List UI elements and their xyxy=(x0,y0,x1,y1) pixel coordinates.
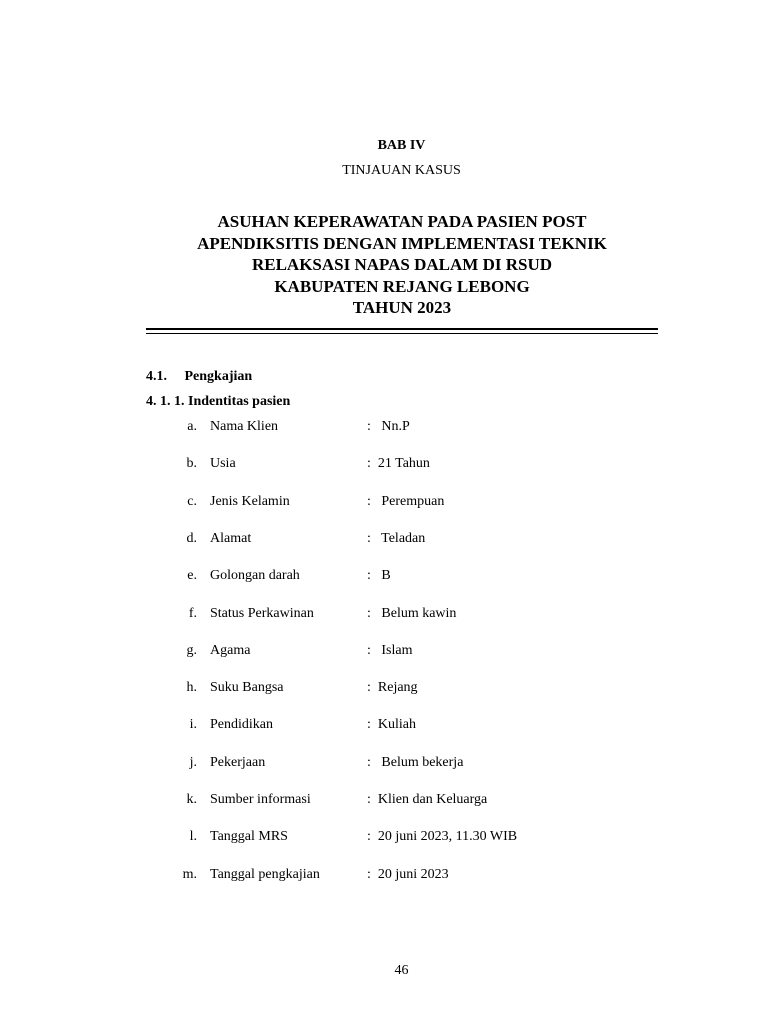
title-line: APENDIKSITIS DENGAN IMPLEMENTASI TEKNIK xyxy=(197,233,607,253)
identity-row xyxy=(0,643,768,663)
section-heading-pengkajian xyxy=(146,369,252,385)
document-title xyxy=(146,211,658,319)
identity-letter: f. xyxy=(188,606,197,621)
identity-row xyxy=(0,531,768,551)
identity-letter: a. xyxy=(187,419,197,434)
chapter-subheading: TINJAUAN KASUS xyxy=(342,163,461,178)
identity-label: Jenis Kelamin xyxy=(210,494,290,509)
identity-letter: h. xyxy=(186,680,197,695)
identity-letter: i. xyxy=(189,717,197,732)
identity-letter: m. xyxy=(182,867,197,882)
identity-label: Pekerjaan xyxy=(210,755,266,770)
identity-letter: d. xyxy=(186,531,197,546)
title-divider-thin xyxy=(146,333,658,334)
section-number: 4.1. xyxy=(146,369,167,384)
chapter-heading: BAB IV xyxy=(377,138,426,153)
identity-letter: g. xyxy=(186,643,197,658)
identity-label: Alamat xyxy=(210,531,252,546)
identity-row xyxy=(0,867,768,887)
identity-value: : Rejang xyxy=(367,680,418,695)
identity-label: Agama xyxy=(210,643,251,658)
identity-value: : Belum bekerja xyxy=(367,755,464,770)
identity-letter: e. xyxy=(187,568,197,583)
identity-value: : 20 juni 2023 xyxy=(367,867,449,882)
identity-value: : 20 juni 2023, 11.30 WIB xyxy=(367,829,518,844)
identity-letter: c. xyxy=(187,494,197,509)
identity-value: : Teladan xyxy=(367,531,426,546)
identity-row xyxy=(0,792,768,812)
identity-label: Pendidikan xyxy=(210,717,273,732)
identity-letter: k. xyxy=(186,792,197,807)
identity-letter: j. xyxy=(189,755,197,770)
identity-row xyxy=(0,494,768,514)
identity-row xyxy=(0,568,768,588)
identity-value: : Klien dan Keluarga xyxy=(367,792,488,807)
identity-row xyxy=(0,680,768,700)
identity-label: Nama Klien xyxy=(210,419,279,434)
identity-label: Suku Bangsa xyxy=(210,680,284,695)
subsection-heading-identitas: 4. 1. 1. Indentitas pasien xyxy=(146,394,291,409)
identity-label: Usia xyxy=(210,456,236,471)
identity-value: : Islam xyxy=(367,643,413,658)
identity-row xyxy=(0,755,768,775)
identity-label: Status Perkawinan xyxy=(210,606,314,621)
title-line: ASUHAN KEPERAWATAN PADA PASIEN POST xyxy=(217,212,587,231)
identity-value: : Belum kawin xyxy=(367,606,457,621)
identity-row xyxy=(0,829,768,849)
identity-row xyxy=(0,456,768,476)
identity-row xyxy=(0,419,768,439)
title-line: TAHUN 2023 xyxy=(352,298,452,317)
page-number: 46 xyxy=(394,963,409,978)
identity-letter: b. xyxy=(186,456,197,471)
title-divider-thick xyxy=(146,328,658,330)
identity-value: : Kuliah xyxy=(367,717,416,732)
identity-label: Sumber informasi xyxy=(210,792,311,807)
title-line: KABUPATEN REJANG LEBONG xyxy=(274,276,530,296)
identity-label: Tanggal pengkajian xyxy=(210,867,320,882)
identity-value: : 21 Tahun xyxy=(367,456,430,471)
identity-label: Tanggal MRS xyxy=(210,829,288,844)
identity-row xyxy=(0,717,768,737)
identity-row xyxy=(0,606,768,626)
section-title: Pengkajian xyxy=(184,369,253,384)
identity-label: Golongan darah xyxy=(210,568,300,583)
title-line: RELAKSASI NAPAS DALAM DI RSUD xyxy=(251,255,553,274)
identity-value: : Perempuan xyxy=(367,494,445,509)
identity-value: : Nn.P xyxy=(367,419,410,434)
identity-value: : B xyxy=(367,568,391,583)
identity-letter: l. xyxy=(189,829,197,844)
